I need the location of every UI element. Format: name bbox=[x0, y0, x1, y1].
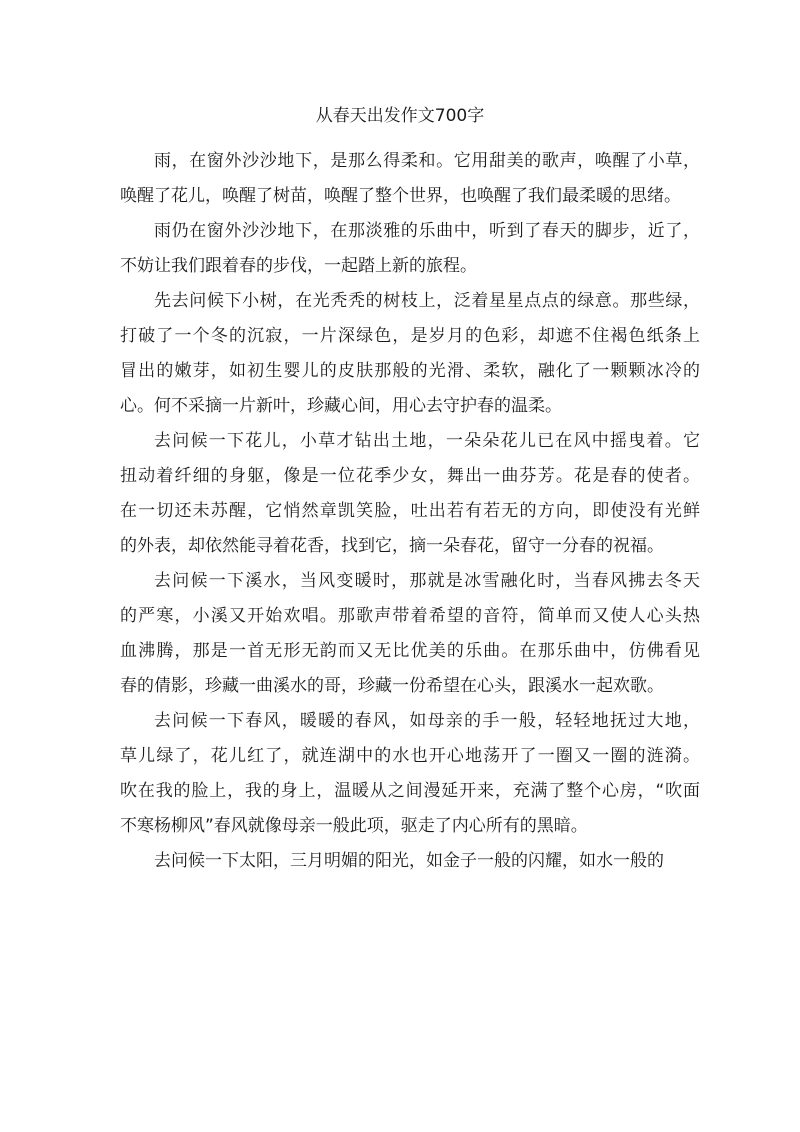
paragraph-line: 冒出的嫩芽，如初生婴儿的皮肤那般的光滑、柔软，融化了一颗颗冰冷的 bbox=[120, 361, 700, 381]
paragraph bbox=[120, 214, 700, 284]
paragraph-line: 心。何不采摘一片新叶，珍藏心间，用心去守护春的温柔。 bbox=[120, 396, 562, 416]
paragraph-line: 唤醒了花儿，唤醒了树苗，唤醒了整个世界，也唤醒了我们最柔暖的思绪。 bbox=[120, 186, 681, 206]
paragraph bbox=[120, 564, 700, 704]
paragraph bbox=[120, 284, 700, 424]
paragraph-line: 吹在我的脸上，我的身上，温暖从之间漫延开来，充满了整个心房，“吹面 bbox=[120, 781, 700, 801]
paragraph-line: 的外表，却依然能寻着花香，找到它，摘一朵春花，留守一分春的祝福。 bbox=[120, 536, 664, 556]
paragraph-line: 不妨让我们跟着春的步伐，一起踏上新的旅程。 bbox=[120, 256, 477, 276]
paragraph-line: 在一切还未苏醒，它悄然章凯笑脸，吐出若有若无的方向，即使没有光鲜 bbox=[120, 501, 700, 521]
paragraph-line: 去问候一下春风，暖暖的春风，如母亲的手一般，轻轻地抚过大地， bbox=[154, 711, 700, 731]
paragraph-line: 的严寒，小溪又开始欢唱。那歌声带着希望的音符，简单而又使人心头热 bbox=[120, 606, 700, 626]
paragraph-line: 草儿绿了，花儿红了，就连湖中的水也开心地荡开了一圈又一圈的涟漪。 bbox=[120, 746, 700, 766]
paragraph bbox=[120, 844, 700, 879]
paragraph bbox=[120, 144, 700, 214]
paragraph-line: 先去问候下小树，在光秃秃的树枝上，泛着星星点点的绿意。那些绿， bbox=[154, 291, 700, 311]
paragraph-line: 雨，在窗外沙沙地下，是那么得柔和。它用甜美的歌声，唤醒了小草， bbox=[154, 151, 700, 171]
document-title: 从春天出发作文700字 bbox=[315, 106, 485, 126]
paragraph-line: 去问候一下太阳，三月明媚的阳光，如金子一般的闪耀，如水一般的 bbox=[154, 851, 664, 871]
paragraph-line: 不寒杨柳风”春风就像母亲一般此项，驱走了内心所有的黑暗。 bbox=[120, 816, 588, 836]
paragraph bbox=[120, 424, 700, 564]
paragraph-line: 去问候一下花儿，小草才钻出土地，一朵朵花儿已在风中摇曳着。它 bbox=[154, 431, 700, 451]
paragraph bbox=[120, 704, 700, 844]
paragraph-line: 雨仍在窗外沙沙地下，在那淡雅的乐曲中，听到了春天的脚步，近了， bbox=[154, 221, 700, 241]
paragraph-line: 血沸腾，那是一首无形无韵而又无比优美的乐曲。在那乐曲中，仿佛看见 bbox=[120, 641, 700, 661]
document-body bbox=[120, 144, 700, 879]
paragraph-line: 去问候一下溪水，当风变暖时，那就是冰雪融化时，当春风拂去冬天 bbox=[154, 571, 700, 591]
paragraph-line: 打破了一个冬的沉寂，一片深绿色，是岁月的色彩，却遮不住褐色纸条上 bbox=[120, 326, 700, 346]
paragraph-line: 春的倩影，珍藏一曲溪水的哥，珍藏一份希望在心头，跟溪水一起欢歌。 bbox=[120, 676, 664, 696]
paragraph-line: 扭动着纤细的身躯，像是一位花季少女，舞出一曲芬芳。花是春的使者。 bbox=[120, 466, 700, 486]
